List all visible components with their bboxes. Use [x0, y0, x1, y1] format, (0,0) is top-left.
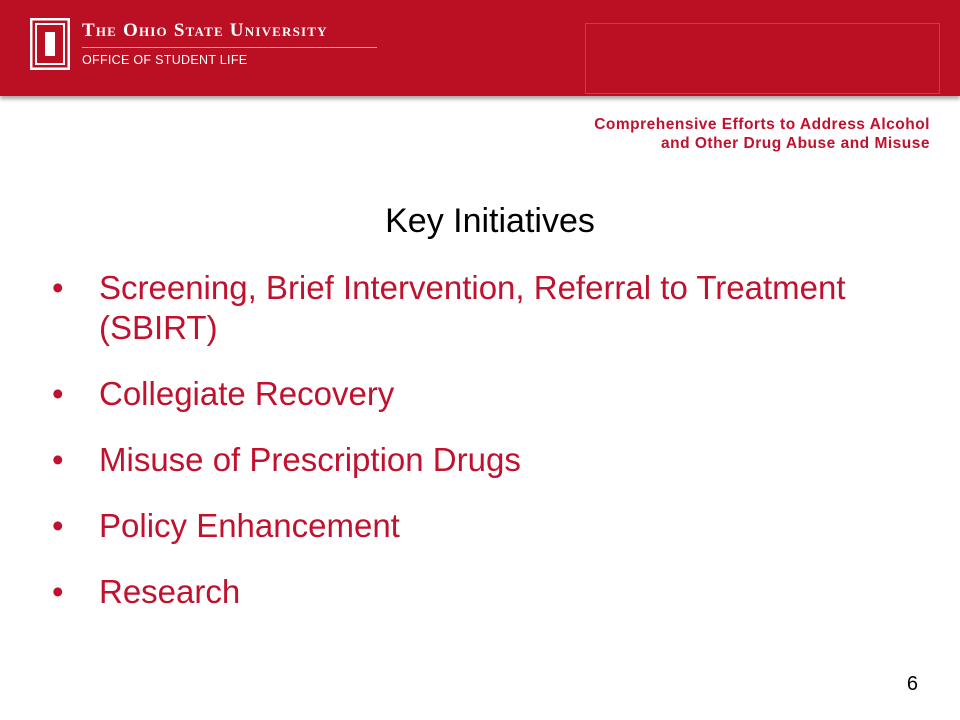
- list-item-text: Policy Enhancement: [99, 507, 400, 544]
- initiatives-list: [52, 268, 912, 638]
- bullet-icon: •: [52, 573, 64, 610]
- page-number: 6: [906, 673, 918, 695]
- list-item-text: Research: [99, 573, 241, 610]
- list-item-text: Collegiate Recovery: [99, 375, 395, 412]
- slide-title: Key Initiatives: [385, 202, 595, 240]
- university-name: The Ohio State University: [82, 20, 328, 41]
- office-name: OFFICE OF STUDENT LIFE: [82, 53, 248, 67]
- slide-subtitle: [594, 115, 930, 153]
- block-o-logo-icon: [30, 18, 70, 70]
- subtitle-line-2: and Other Drug Abuse and Misuse: [661, 135, 930, 152]
- list-item: [52, 268, 912, 348]
- list-item-text: Misuse of Prescription Drugs: [99, 441, 521, 478]
- list-item: [52, 374, 912, 414]
- list-item: [52, 506, 912, 546]
- header-divider: [82, 47, 377, 48]
- bullet-icon: •: [52, 269, 64, 306]
- list-item-text: Screening, Brief Intervention, Referral to Treatment (SBIRT): [99, 269, 846, 346]
- bullet-icon: •: [52, 375, 64, 412]
- list-item: [52, 572, 912, 612]
- bullet-icon: •: [52, 441, 64, 478]
- subtitle-line-1: Comprehensive Efforts to Address Alcohol: [594, 116, 930, 133]
- header-placeholder-box: [585, 23, 940, 94]
- header-banner: [0, 0, 960, 96]
- list-item: [52, 440, 912, 480]
- bullet-icon: •: [52, 507, 64, 544]
